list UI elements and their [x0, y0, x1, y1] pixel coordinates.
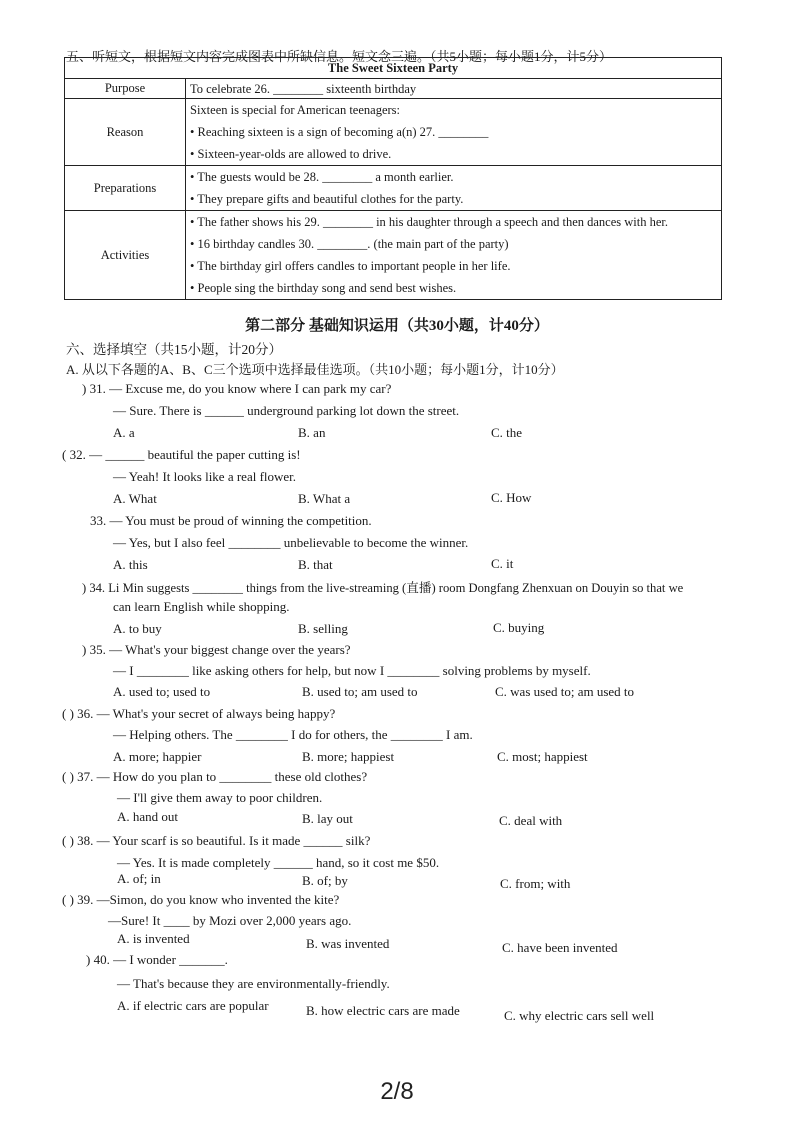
- q40-option-a: A. if electric cars are popular: [117, 998, 269, 1013]
- part2-title: 第二部分 基础知识运用（共30小题，计40分）: [245, 318, 549, 334]
- q36-option-c: C. most; happiest: [497, 749, 588, 764]
- q39-option-c: C. have been invented: [502, 940, 618, 955]
- q32-stem: ( 32. — ______ beautiful the paper cutting is!: [62, 447, 301, 462]
- q33-option-b: B. that: [298, 557, 333, 572]
- q31-option-c: C. the: [491, 425, 523, 440]
- q36-option-a: A. more; happier: [113, 749, 202, 764]
- row-label-purpose: Purpose: [65, 79, 186, 99]
- activity-line-4: • People sing the birthday song and send best wishes.: [190, 281, 457, 295]
- q35-option-a: A. used to; used to: [113, 684, 211, 699]
- q31-stem: ) 31. — Excuse me, do you know where I can park my car?: [82, 381, 392, 396]
- sweet-sixteen-table: [64, 57, 722, 300]
- reason-line-1: Sixteen is special for American teenagers:: [190, 103, 400, 117]
- q39-stem: ( ) 39. —Simon, do you know who invented the kite?: [62, 892, 340, 907]
- q33-option-c: C. it: [491, 556, 514, 571]
- page-number: 2/8: [380, 1078, 414, 1105]
- section6-heading: 六、选择填空（共15小题，计20分）: [66, 342, 282, 357]
- q38-stem: ( ) 38. — Your scarf is so beautiful. Is it made ______ silk?: [62, 833, 371, 848]
- q36-option-b: B. more; happiest: [302, 749, 395, 764]
- q39-option-a: A. is invented: [117, 931, 190, 946]
- row-label-reason: Reason: [65, 99, 186, 166]
- reason-line-3: • Sixteen-year-olds are allowed to drive.: [190, 147, 392, 161]
- q36-stem: ( ) 36. — What's your secret of always being happy?: [62, 706, 336, 721]
- q35-stem: ) 35. — What's your biggest change over the years?: [82, 642, 351, 657]
- q31-option-b: B. an: [298, 425, 326, 440]
- q37-option-b: B. lay out: [302, 811, 353, 826]
- q31-option-a: A. a: [113, 425, 135, 440]
- activity-line-3: • The birthday girl offers candles to important people in her life.: [190, 259, 511, 273]
- q40-option-b: B. how electric cars are made: [306, 1003, 460, 1018]
- q37-option-c: C. deal with: [499, 813, 563, 828]
- q32-option-b: B. What a: [298, 491, 351, 506]
- q38-option-c: C. from; with: [500, 876, 571, 891]
- q32-option-a: A. What: [113, 491, 157, 506]
- q39-option-b: B. was invented: [306, 936, 390, 951]
- q34-option-c: C. buying: [493, 620, 545, 635]
- q34-line2: can learn English while shopping.: [113, 599, 290, 614]
- q32-line2: — Yeah! It looks like a real flower.: [113, 469, 297, 484]
- q35-option-b: B. used to; am used to: [302, 684, 418, 699]
- row-label-activities: Activities: [65, 211, 186, 300]
- q33-line2: — Yes, but I also feel ________ unbelievable to become the winner.: [113, 535, 469, 550]
- sectionA-heading: A. 从以下各题的A、B、C三个选项中选择最佳选项。（共10小题；每小题1分，计10分）: [66, 362, 564, 377]
- prep-line-1: • The guests would be 28. ________ a month earlier.: [190, 170, 454, 184]
- q36-line2: — Helping others. The ________ I do for others, the ________ I am.: [113, 727, 473, 742]
- q35-line2: — I ________ like asking others for help, but now I ________ solving problems by myself.: [113, 663, 591, 678]
- q40-line2: — That's because they are environmentally-friendly.: [117, 976, 390, 991]
- q32-option-c: C. How: [491, 490, 532, 505]
- q40-option-c: C. why electric cars sell well: [504, 1008, 655, 1023]
- q33-option-a: A. this: [113, 557, 148, 572]
- q38-option-a: A. of; in: [117, 871, 161, 886]
- q33-stem: 33. — You must be proud of winning the competition.: [90, 513, 372, 528]
- q34-option-b: B. selling: [298, 621, 348, 636]
- q35-option-c: C. was used to; am used to: [495, 684, 635, 699]
- section5-heading: 五、听短文，根据短文内容完成图表中所缺信息。短文念三遍。（共5小题；每小题1分，计5分）: [66, 49, 613, 64]
- activity-line-1: • The father shows his 29. ________ in his daughter through a speech and then dances with her.: [190, 215, 669, 229]
- reason-line-2: • Reaching sixteen is a sign of becoming a(n) 27. ________: [190, 125, 489, 139]
- q37-line2: — I'll give them away to poor children.: [117, 790, 323, 805]
- q31-line2: — Sure. There is ______ underground parking lot down the street.: [113, 403, 460, 418]
- activity-line-2: • 16 birthday candles 30. ________. (the main part of the party): [190, 237, 509, 251]
- q37-option-a: A. hand out: [117, 809, 179, 824]
- q34-stem: ) 34. Li Min suggests ________ things from the live-streaming (直播) room Dongfang Zhenxuan on Douyin so that we: [82, 581, 684, 595]
- q37-stem: ( ) 37. — How do you plan to ________ these old clothes?: [62, 769, 368, 784]
- q38-line2: — Yes. It is made completely ______ hand, so it cost me $50.: [117, 855, 440, 870]
- q34-option-a: A. to buy: [113, 621, 162, 636]
- q38-option-b: B. of; by: [302, 873, 348, 888]
- prep-line-2: • They prepare gifts and beautiful clothes for the party.: [190, 192, 464, 206]
- q39-line2: —Sure! It ____ by Mozi over 2,000 years ago.: [108, 913, 352, 928]
- row-label-preparations: Preparations: [65, 166, 186, 211]
- table-title: The Sweet Sixteen Party: [65, 58, 722, 79]
- q40-stem: ) 40. — I wonder _______.: [86, 952, 228, 967]
- purpose-line: To celebrate 26. ________ sixteenth birthday: [190, 81, 417, 96]
